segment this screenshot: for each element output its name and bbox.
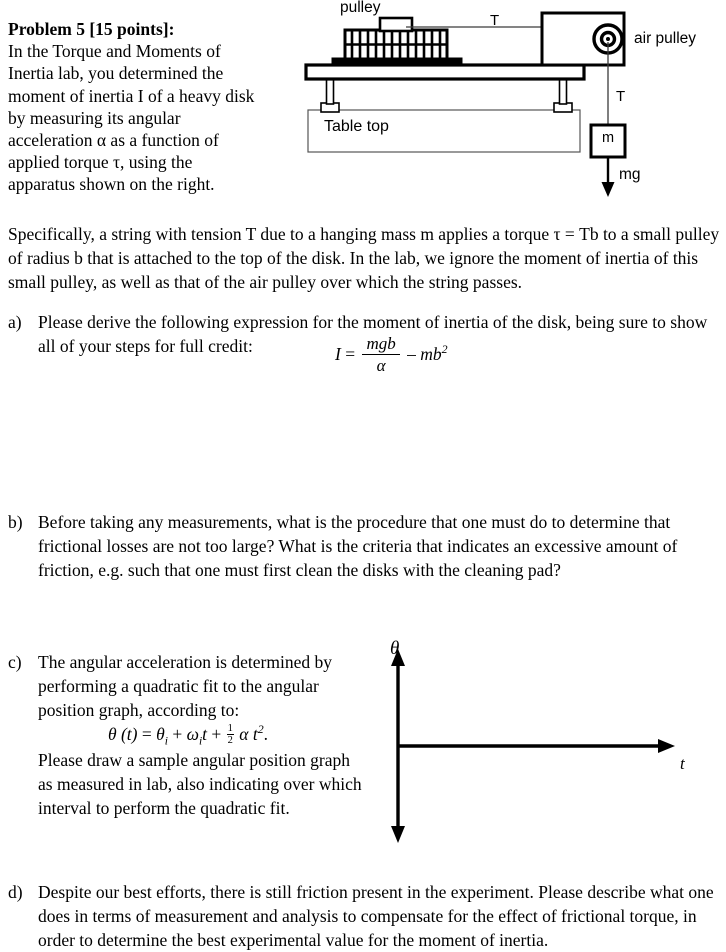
- label-tension-top: T: [490, 12, 500, 29]
- intro-line-6: apparatus shown on the right.: [8, 174, 215, 195]
- weight-arrow-head: [602, 182, 615, 197]
- intro-line-2: moment of inertia I of a heavy: [8, 85, 221, 106]
- small-pulley-body: [380, 18, 412, 31]
- item-c-marker: c): [8, 652, 22, 672]
- angular-position-axes-figure: [372, 636, 712, 866]
- apparatus-figure: [296, 0, 726, 205]
- table-leg-right: [560, 78, 567, 104]
- label-weight: mg: [619, 166, 641, 183]
- x-axis-arrow-right: [658, 739, 675, 753]
- eq-c-term3-exponent: 2: [257, 722, 264, 736]
- eq-c-plus2: +: [211, 723, 222, 744]
- item-b-text: Before taking any measurements, what is the procedure that one must do to determine that frictional losses are not too large? What is the criteria that indicates an excessive amount of friction, e.g. such that one must first clean the disks with the cleaning pad?: [38, 512, 678, 580]
- item-d: [8, 880, 718, 952]
- platform-slab: [306, 65, 584, 79]
- eq-c-term3: α t: [239, 723, 258, 744]
- equation-moment-of-inertia: [335, 336, 448, 376]
- intro-line-1: Inertia lab, you determined the: [8, 63, 224, 84]
- eq-c-one-half: [227, 724, 234, 746]
- item-a-marker: a): [8, 312, 22, 332]
- eq-a-term: mb: [420, 344, 442, 365]
- eq-a-denominator: α: [376, 356, 386, 375]
- label-tension-side: T: [616, 88, 626, 105]
- eq-a-fraction: [362, 335, 399, 375]
- eq-c-term1: θ: [156, 723, 165, 744]
- intro-line-5: applied torque τ, using the: [8, 152, 193, 173]
- y-axis-arrow-down: [391, 826, 405, 843]
- eq-c-term1-sub: i: [164, 735, 168, 748]
- label-pulley: pulley: [340, 0, 381, 16]
- item-d-marker: d): [8, 882, 23, 902]
- problem-intro-block: [8, 18, 258, 196]
- problem-heading: Problem 5 [15 points]:: [8, 19, 175, 39]
- label-table-top: Table top: [324, 118, 389, 135]
- item-b: [8, 510, 714, 582]
- eq-c-lhs: θ (t): [108, 723, 138, 744]
- x-axis-label: t: [680, 754, 685, 773]
- table-leg-left: [327, 78, 334, 104]
- eq-c-equals: =: [141, 723, 152, 744]
- eq-a-equals: =: [345, 344, 356, 365]
- item-c-text-before: The angular acceleration is determined by performing a quadratic fit to the angular position graph, according to:: [38, 652, 332, 720]
- eq-c-period: .: [263, 723, 269, 744]
- eq-a-lhs: I: [335, 344, 341, 365]
- problem-intro-text: [8, 40, 258, 195]
- item-b-marker: b): [8, 512, 23, 532]
- label-air-pulley: air pulley: [634, 30, 697, 47]
- item-a-text: Please derive the following expression for the moment of inertia of the disk, being sure to show all of your steps for full credit:: [38, 312, 708, 356]
- eq-c-term2: ω: [186, 723, 199, 744]
- equation-angular-position: [108, 722, 268, 747]
- specifically-paragraph: Specifically, a string with tension T due to a hanging mass m applies a torque τ = Tb to a small pulley of radius b that is attached to the top of the disk. In the lab, we ignore the moment of inertia of this small pulley, as well as that of the air pulley over which the string passes.: [8, 224, 720, 292]
- y-axis-label: θ: [390, 638, 400, 659]
- air-pulley-hub: [606, 37, 610, 41]
- intro-line-3: disk by measuring its angular: [8, 85, 255, 128]
- item-c-text-after: Please draw a sample angular position graph as measured in lab, also indicating over which interval to perform the quadratic fit.: [38, 750, 362, 818]
- eq-a-numerator: mgb: [362, 335, 399, 355]
- eq-a-minus: –: [407, 344, 416, 365]
- eq-a-exponent: 2: [441, 342, 448, 357]
- eq-c-half-denominator: 2: [227, 734, 233, 746]
- intro-line-4: acceleration α as a function of: [8, 130, 219, 151]
- eq-c-term2-sub: i: [198, 735, 203, 748]
- eq-c-half-numerator: 1: [227, 722, 233, 734]
- intro-line-0: In the Torque and Moments of: [8, 41, 221, 62]
- eq-c-plus1: +: [172, 723, 183, 744]
- item-d-text: Despite our best efforts, there is still friction present in the experiment. Please describe what one does in terms of measurement and analysis to compensate for the effect of frictional torque, in order to determine the best experimental value for the moment of inertia.: [38, 882, 714, 950]
- eq-c-term2-var: t: [202, 723, 208, 744]
- label-mass: m: [602, 130, 615, 146]
